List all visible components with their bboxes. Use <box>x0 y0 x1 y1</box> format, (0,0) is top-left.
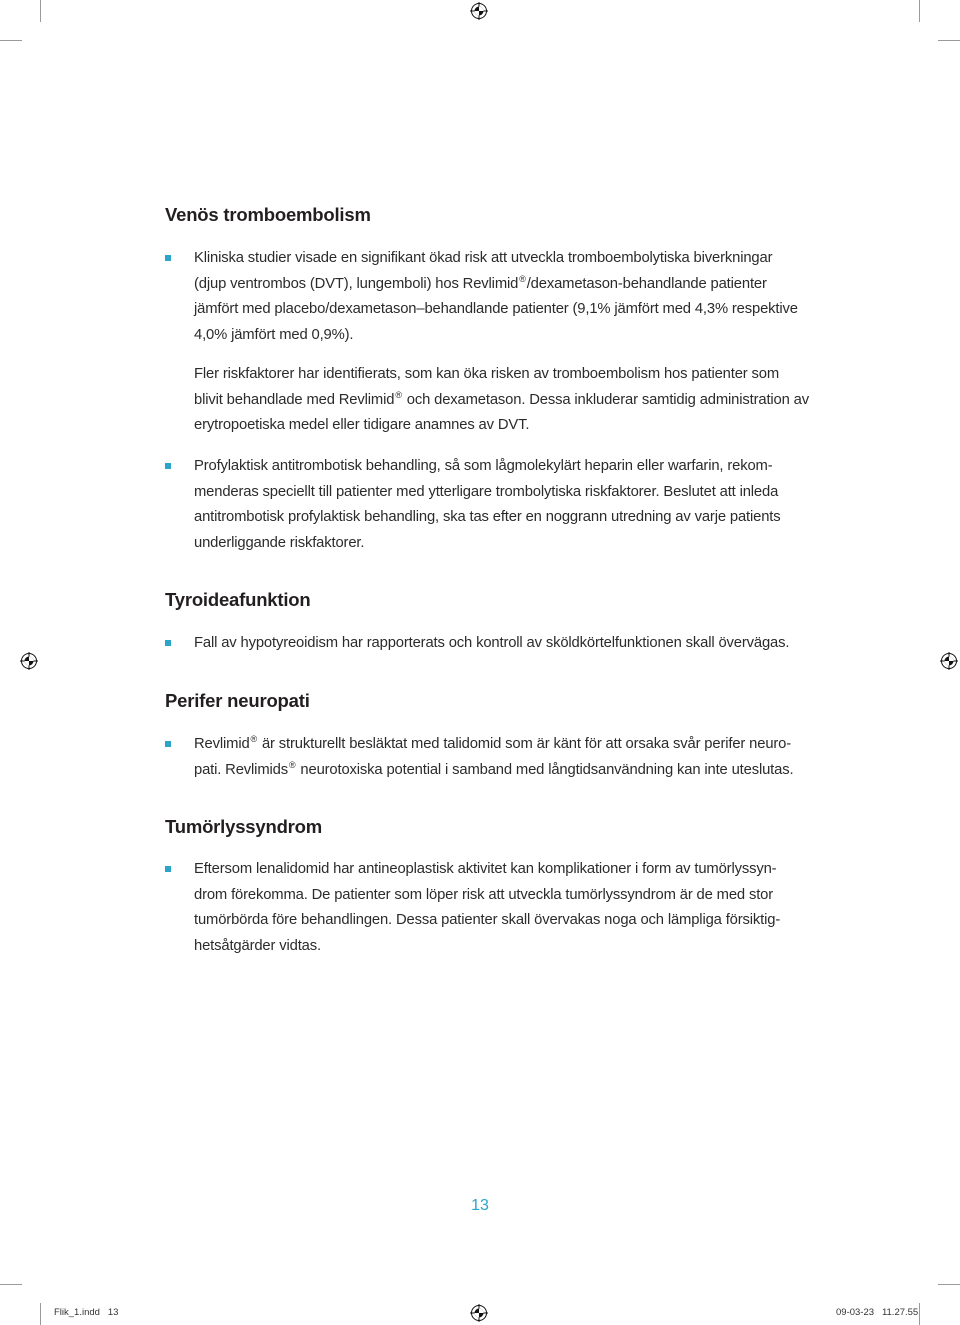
bullet-text: Revlimid® är strukturellt besläktat med talidomid som är känt för att orsaka svår perifer neuro- pati. Revlimids® neurotoxiska potential i samband med långtidsanvändning kan inte uteslutas. <box>194 734 794 778</box>
bullet-text: Fall av hypotyreoidism har rapporterats och kontroll av sköldkörtelfunktionen skall övervägas. <box>194 635 790 651</box>
crop-mark-top-left-h <box>0 40 22 41</box>
followup-paragraph: Fler riskfaktorer har identifierats, som kan öka risken av tromboembolism hos patienter som blivit behandlade med Revlimid® och dexametason. Dessa inkluderar samtidig administration av erytropoetiska medel eller tidigare anamnes av DVT. <box>194 366 809 433</box>
registered-mark: ® <box>395 389 402 400</box>
bullet-list <box>165 246 805 348</box>
footer-file-name: Flik_1.indd 13 <box>54 1307 119 1318</box>
square-bullet-icon <box>165 741 171 747</box>
crop-mark-bottom-left <box>40 1303 41 1325</box>
list-item <box>165 732 805 783</box>
crop-mark-top-left <box>40 0 41 22</box>
crop-mark-bottom-right <box>919 1303 920 1325</box>
list-item <box>165 246 805 348</box>
section-heading-thyroid-function: Tyroideafunktion <box>165 589 311 610</box>
section-heading-venous-thromboembolism: Venös tromboembolism <box>165 204 371 225</box>
square-bullet-icon <box>165 255 171 261</box>
bullet-list <box>165 631 805 657</box>
bullet-text: Kliniska studier visade en signifikant ökad risk att utveckla tromboembolytiska biverkningar (djup ventrombos (DVT), lungemboli) hos Revlimid®/dexametason-behandlande patienter jämfört med placebo/dexametason–behandlande patienter (9,1% jämfört med 4,3% respektive 4,0% jämfört med 0,9%). <box>194 250 798 343</box>
section-heading-peripheral-neuropathy: Perifer neuropati <box>165 690 310 711</box>
registered-mark: ® <box>250 734 258 744</box>
registration-target-icon <box>470 1304 488 1322</box>
registered-mark: ® <box>288 759 296 770</box>
crop-mark-top-right <box>919 0 920 22</box>
bullet-list <box>165 857 805 959</box>
square-bullet-icon <box>165 640 171 646</box>
registration-target-icon <box>470 2 488 20</box>
page-number: 13 <box>471 1197 489 1214</box>
crop-mark-bottom-right-h <box>938 1284 960 1285</box>
bullet-text: Profylaktisk antitrombotisk behandling, så som lågmolekylärt heparin eller warfarin, rekom- menderas speciellt till patienter med ytterligare trombolytiska riskfaktorer. Beslutet att inleda antitrombotisk profylaktisk behandling, ska tas efter en noggrann utredning av varje patients underliggande riskfaktorer. <box>194 458 781 551</box>
bullet-text: Eftersom lenalidomid har antineoplastisk aktivitet kan komplikationer i form av tumörlyssyn- drom förekomma. De patienter som löper risk att utveckla tumörlyssyndrom är de med stor tumörbörda före behandlingen. Dessa patienter skall övervakas noga och lämpliga försiktig- hetsåtgärder vidtas. <box>194 861 781 954</box>
list-item <box>165 631 805 657</box>
registration-target-icon <box>20 652 38 670</box>
list-item <box>165 454 805 556</box>
section-heading-tumor-lysis-syndrome: Tumörlyssyndrom <box>165 816 323 837</box>
square-bullet-icon <box>165 866 171 872</box>
bullet-list <box>165 732 805 783</box>
bullet-list <box>165 454 805 556</box>
registration-target-icon <box>940 652 958 670</box>
square-bullet-icon <box>165 463 171 469</box>
registered-mark: ® <box>519 273 526 284</box>
crop-mark-top-right-h <box>938 40 960 41</box>
crop-mark-bottom-left-h <box>0 1284 22 1285</box>
footer-timestamp: 09-03-23 11.27.55 <box>836 1307 919 1318</box>
list-item <box>165 857 805 959</box>
